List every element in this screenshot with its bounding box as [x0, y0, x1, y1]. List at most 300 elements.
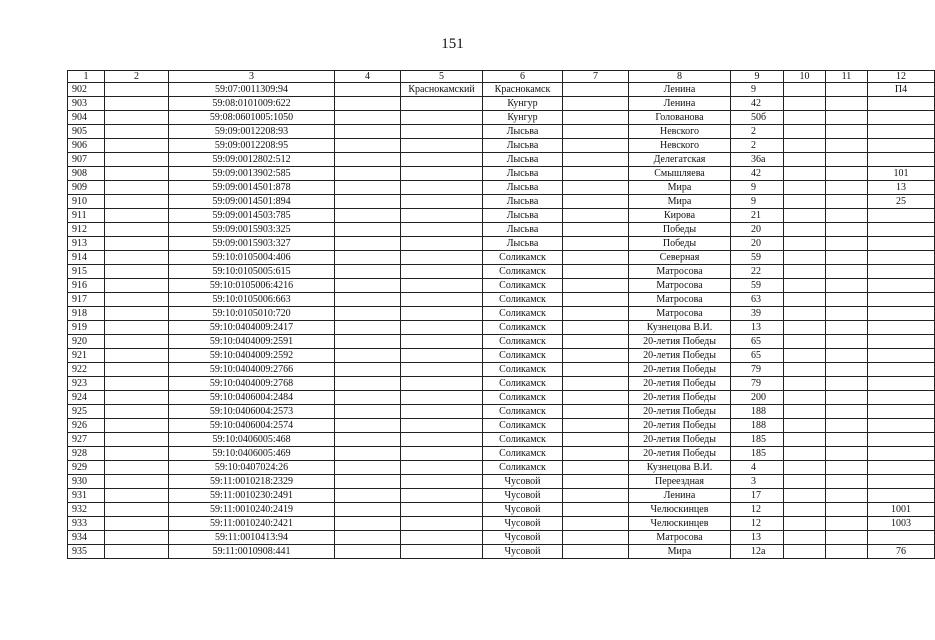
cadastral-number-cell: 59:10:0407024:26 — [169, 461, 335, 475]
row-number-cell: 917 — [68, 293, 105, 307]
col-11-cell — [826, 405, 868, 419]
apartment-cell: 1003 — [868, 517, 935, 531]
header-cell: 6 — [483, 71, 563, 83]
apartment-cell — [868, 251, 935, 265]
header-cell: 9 — [731, 71, 784, 83]
col-7-cell — [563, 139, 629, 153]
col-7-cell — [563, 209, 629, 223]
col-11-cell — [826, 111, 868, 125]
table-row — [68, 167, 935, 181]
col-7-cell — [563, 545, 629, 559]
district-cell — [401, 531, 483, 545]
house-cell: 12 — [731, 517, 784, 531]
col-11-cell — [826, 237, 868, 251]
col-4-cell — [335, 489, 401, 503]
col-10-cell — [784, 321, 826, 335]
col-2-cell — [105, 223, 169, 237]
col-7-cell — [563, 181, 629, 195]
col-10-cell — [784, 489, 826, 503]
col-2-cell — [105, 349, 169, 363]
street-cell: Кузнецова В.И. — [629, 461, 731, 475]
apartment-cell — [868, 377, 935, 391]
col-2-cell — [105, 251, 169, 265]
cadastral-number-cell: 59:10:0404009:2417 — [169, 321, 335, 335]
cadastral-number-cell: 59:08:0601005:1050 — [169, 111, 335, 125]
apartment-cell — [868, 335, 935, 349]
table-row — [68, 489, 935, 503]
city-cell: Лысьва — [483, 223, 563, 237]
col-4-cell — [335, 363, 401, 377]
table-row — [68, 153, 935, 167]
col-10-cell — [784, 377, 826, 391]
row-number-cell: 923 — [68, 377, 105, 391]
row-number-cell: 912 — [68, 223, 105, 237]
col-10-cell — [784, 517, 826, 531]
row-number-cell: 918 — [68, 307, 105, 321]
city-cell: Соликамск — [483, 405, 563, 419]
district-cell — [401, 461, 483, 475]
street-cell: Делегатская — [629, 153, 731, 167]
cadastral-number-cell: 59:11:0010908:441 — [169, 545, 335, 559]
col-2-cell — [105, 545, 169, 559]
col-4-cell — [335, 321, 401, 335]
col-11-cell — [826, 447, 868, 461]
house-cell: 200 — [731, 391, 784, 405]
row-number-cell: 921 — [68, 349, 105, 363]
city-cell: Краснокамск — [483, 83, 563, 97]
col-2-cell — [105, 209, 169, 223]
city-cell: Соликамск — [483, 307, 563, 321]
house-cell: 21 — [731, 209, 784, 223]
house-cell: 17 — [731, 489, 784, 503]
col-11-cell — [826, 321, 868, 335]
col-10-cell — [784, 195, 826, 209]
cadastral-number-cell: 59:10:0404009:2768 — [169, 377, 335, 391]
col-2-cell — [105, 181, 169, 195]
col-2-cell — [105, 531, 169, 545]
street-cell: 20-летия Победы — [629, 335, 731, 349]
row-number-cell: 931 — [68, 489, 105, 503]
col-11-cell — [826, 489, 868, 503]
col-7-cell — [563, 195, 629, 209]
house-cell: 39 — [731, 307, 784, 321]
house-cell: 9 — [731, 195, 784, 209]
district-cell — [401, 349, 483, 363]
row-number-cell: 920 — [68, 335, 105, 349]
row-number-cell: 919 — [68, 321, 105, 335]
row-number-cell: 911 — [68, 209, 105, 223]
apartment-cell — [868, 293, 935, 307]
apartment-cell — [868, 321, 935, 335]
col-2-cell — [105, 265, 169, 279]
row-number-cell: 913 — [68, 237, 105, 251]
col-11-cell — [826, 181, 868, 195]
house-cell: 185 — [731, 447, 784, 461]
city-cell: Соликамск — [483, 349, 563, 363]
col-7-cell — [563, 349, 629, 363]
header-cell: 4 — [335, 71, 401, 83]
street-cell: Смышляева — [629, 167, 731, 181]
col-7-cell — [563, 153, 629, 167]
col-2-cell — [105, 489, 169, 503]
col-2-cell — [105, 461, 169, 475]
city-cell: Лысьва — [483, 125, 563, 139]
col-4-cell — [335, 307, 401, 321]
table-row — [68, 475, 935, 489]
street-cell: 20-летия Победы — [629, 391, 731, 405]
col-10-cell — [784, 531, 826, 545]
col-4-cell — [335, 167, 401, 181]
col-7-cell — [563, 265, 629, 279]
col-7-cell — [563, 125, 629, 139]
table-row — [68, 223, 935, 237]
table-row — [68, 97, 935, 111]
street-cell: Матросова — [629, 279, 731, 293]
row-number-cell: 903 — [68, 97, 105, 111]
col-11-cell — [826, 195, 868, 209]
district-cell — [401, 125, 483, 139]
district-cell — [401, 139, 483, 153]
col-7-cell — [563, 461, 629, 475]
col-7-cell — [563, 475, 629, 489]
row-number-cell: 934 — [68, 531, 105, 545]
district-cell — [401, 181, 483, 195]
row-number-cell: 914 — [68, 251, 105, 265]
district-cell — [401, 195, 483, 209]
col-4-cell — [335, 349, 401, 363]
city-cell: Лысьва — [483, 195, 563, 209]
house-cell: 42 — [731, 167, 784, 181]
row-number-cell: 925 — [68, 405, 105, 419]
col-10-cell — [784, 461, 826, 475]
row-number-cell: 933 — [68, 517, 105, 531]
col-11-cell — [826, 433, 868, 447]
col-4-cell — [335, 251, 401, 265]
col-7-cell — [563, 237, 629, 251]
apartment-cell — [868, 111, 935, 125]
apartment-cell: 25 — [868, 195, 935, 209]
district-cell — [401, 475, 483, 489]
apartment-cell — [868, 391, 935, 405]
house-cell: 185 — [731, 433, 784, 447]
col-11-cell — [826, 391, 868, 405]
city-cell: Соликамск — [483, 461, 563, 475]
apartment-cell: 13 — [868, 181, 935, 195]
col-4-cell — [335, 503, 401, 517]
district-cell: Краснокамский — [401, 83, 483, 97]
col-4-cell — [335, 447, 401, 461]
col-4-cell — [335, 391, 401, 405]
row-number-cell: 927 — [68, 433, 105, 447]
col-7-cell — [563, 517, 629, 531]
city-cell: Кунгур — [483, 97, 563, 111]
city-cell: Соликамск — [483, 293, 563, 307]
street-cell: 20-летия Победы — [629, 349, 731, 363]
street-cell: 20-летия Победы — [629, 447, 731, 461]
district-cell — [401, 363, 483, 377]
house-cell: 2 — [731, 125, 784, 139]
col-7-cell — [563, 223, 629, 237]
street-cell: Невского — [629, 139, 731, 153]
house-cell: 65 — [731, 349, 784, 363]
city-cell: Лысьва — [483, 153, 563, 167]
cadastral-number-cell: 59:10:0105006:663 — [169, 293, 335, 307]
row-number-cell: 915 — [68, 265, 105, 279]
cadastral-number-cell: 59:10:0406004:2574 — [169, 419, 335, 433]
cadastral-number-cell: 59:09:0014501:894 — [169, 195, 335, 209]
apartment-cell — [868, 223, 935, 237]
col-2-cell — [105, 405, 169, 419]
apartment-cell — [868, 489, 935, 503]
col-10-cell — [784, 405, 826, 419]
table-row — [68, 391, 935, 405]
house-cell: 12а — [731, 545, 784, 559]
apartment-cell — [868, 237, 935, 251]
row-number-cell: 924 — [68, 391, 105, 405]
col-11-cell — [826, 125, 868, 139]
apartment-cell — [868, 125, 935, 139]
header-row — [68, 71, 935, 83]
table-row — [68, 251, 935, 265]
table-row — [68, 307, 935, 321]
col-2-cell — [105, 433, 169, 447]
city-cell: Соликамск — [483, 321, 563, 335]
col-7-cell — [563, 279, 629, 293]
col-4-cell — [335, 335, 401, 349]
col-2-cell — [105, 195, 169, 209]
street-cell: Ленина — [629, 83, 731, 97]
col-2-cell — [105, 377, 169, 391]
district-cell — [401, 447, 483, 461]
apartment-cell — [868, 265, 935, 279]
house-cell: 3 — [731, 475, 784, 489]
col-10-cell — [784, 97, 826, 111]
cadastral-number-cell: 59:09:0014503:785 — [169, 209, 335, 223]
house-cell: 4 — [731, 461, 784, 475]
street-cell: Матросова — [629, 307, 731, 321]
cadastral-number-cell: 59:09:0013902:585 — [169, 167, 335, 181]
row-number-cell: 904 — [68, 111, 105, 125]
col-10-cell — [784, 83, 826, 97]
col-11-cell — [826, 167, 868, 181]
col-7-cell — [563, 503, 629, 517]
cadastral-number-cell: 59:10:0105004:406 — [169, 251, 335, 265]
col-11-cell — [826, 461, 868, 475]
col-10-cell — [784, 433, 826, 447]
header-cell: 2 — [105, 71, 169, 83]
header-cell: 1 — [68, 71, 105, 83]
col-2-cell — [105, 153, 169, 167]
house-cell: 20 — [731, 223, 784, 237]
table-row — [68, 321, 935, 335]
col-11-cell — [826, 251, 868, 265]
col-4-cell — [335, 279, 401, 293]
city-cell: Соликамск — [483, 447, 563, 461]
street-cell: Победы — [629, 237, 731, 251]
house-cell: 59 — [731, 251, 784, 265]
col-2-cell — [105, 111, 169, 125]
col-4-cell — [335, 405, 401, 419]
city-cell: Соликамск — [483, 335, 563, 349]
house-cell: 188 — [731, 419, 784, 433]
row-number-cell: 910 — [68, 195, 105, 209]
cadastral-number-cell: 59:10:0404009:2591 — [169, 335, 335, 349]
col-7-cell — [563, 433, 629, 447]
house-cell: 13 — [731, 321, 784, 335]
street-cell: Переездная — [629, 475, 731, 489]
row-number-cell: 928 — [68, 447, 105, 461]
table-row — [68, 335, 935, 349]
col-7-cell — [563, 405, 629, 419]
house-cell: 79 — [731, 363, 784, 377]
district-cell — [401, 237, 483, 251]
table-row — [68, 181, 935, 195]
col-4-cell — [335, 377, 401, 391]
cadastral-number-cell: 59:11:0010230:2491 — [169, 489, 335, 503]
col-2-cell — [105, 167, 169, 181]
col-11-cell — [826, 363, 868, 377]
col-7-cell — [563, 321, 629, 335]
row-number-cell: 909 — [68, 181, 105, 195]
apartment-cell — [868, 139, 935, 153]
table-row — [68, 139, 935, 153]
cadastral-number-cell: 59:10:0404009:2592 — [169, 349, 335, 363]
row-number-cell: 935 — [68, 545, 105, 559]
col-2-cell — [105, 307, 169, 321]
col-11-cell — [826, 139, 868, 153]
col-10-cell — [784, 447, 826, 461]
col-10-cell — [784, 335, 826, 349]
col-10-cell — [784, 265, 826, 279]
col-11-cell — [826, 503, 868, 517]
col-11-cell — [826, 153, 868, 167]
col-2-cell — [105, 237, 169, 251]
district-cell — [401, 167, 483, 181]
col-11-cell — [826, 335, 868, 349]
col-10-cell — [784, 139, 826, 153]
col-2-cell — [105, 321, 169, 335]
row-number-cell: 916 — [68, 279, 105, 293]
apartment-cell — [868, 279, 935, 293]
district-cell — [401, 223, 483, 237]
street-cell: Кузнецова В.И. — [629, 321, 731, 335]
col-2-cell — [105, 391, 169, 405]
street-cell: Северная — [629, 251, 731, 265]
col-7-cell — [563, 97, 629, 111]
apartment-cell — [868, 531, 935, 545]
col-10-cell — [784, 125, 826, 139]
col-4-cell — [335, 265, 401, 279]
col-11-cell — [826, 265, 868, 279]
col-7-cell — [563, 111, 629, 125]
col-7-cell — [563, 307, 629, 321]
city-cell: Соликамск — [483, 251, 563, 265]
col-11-cell — [826, 419, 868, 433]
header-cell: 11 — [826, 71, 868, 83]
district-cell — [401, 377, 483, 391]
col-10-cell — [784, 503, 826, 517]
col-2-cell — [105, 475, 169, 489]
apartment-cell — [868, 97, 935, 111]
apartment-cell — [868, 209, 935, 223]
table-row — [68, 433, 935, 447]
col-7-cell — [563, 377, 629, 391]
street-cell: Мира — [629, 195, 731, 209]
col-11-cell — [826, 279, 868, 293]
header-cell: 12 — [868, 71, 935, 83]
apartment-cell — [868, 405, 935, 419]
cadastral-number-cell: 59:09:0015903:327 — [169, 237, 335, 251]
col-10-cell — [784, 237, 826, 251]
row-number-cell: 902 — [68, 83, 105, 97]
col-10-cell — [784, 293, 826, 307]
city-cell: Соликамск — [483, 391, 563, 405]
street-cell: Челюскинцев — [629, 503, 731, 517]
table-row — [68, 461, 935, 475]
header-cell: 5 — [401, 71, 483, 83]
city-cell: Чусовой — [483, 475, 563, 489]
header-cell: 7 — [563, 71, 629, 83]
row-number-cell: 932 — [68, 503, 105, 517]
registry-table — [67, 70, 935, 559]
col-2-cell — [105, 363, 169, 377]
district-cell — [401, 517, 483, 531]
col-11-cell — [826, 209, 868, 223]
house-cell: 50б — [731, 111, 784, 125]
house-cell: 9 — [731, 83, 784, 97]
col-11-cell — [826, 531, 868, 545]
district-cell — [401, 391, 483, 405]
col-11-cell — [826, 83, 868, 97]
row-number-cell: 908 — [68, 167, 105, 181]
col-10-cell — [784, 181, 826, 195]
col-2-cell — [105, 335, 169, 349]
house-cell: 188 — [731, 405, 784, 419]
row-number-cell: 926 — [68, 419, 105, 433]
apartment-cell — [868, 475, 935, 489]
col-4-cell — [335, 419, 401, 433]
apartment-cell: 76 — [868, 545, 935, 559]
row-number-cell: 906 — [68, 139, 105, 153]
col-7-cell — [563, 335, 629, 349]
district-cell — [401, 503, 483, 517]
col-10-cell — [784, 349, 826, 363]
col-7-cell — [563, 419, 629, 433]
col-7-cell — [563, 447, 629, 461]
street-cell: Матросова — [629, 293, 731, 307]
col-11-cell — [826, 517, 868, 531]
row-number-cell: 922 — [68, 363, 105, 377]
col-10-cell — [784, 167, 826, 181]
house-cell: 22 — [731, 265, 784, 279]
col-7-cell — [563, 489, 629, 503]
col-4-cell — [335, 139, 401, 153]
col-10-cell — [784, 111, 826, 125]
row-number-cell: 907 — [68, 153, 105, 167]
street-cell: Матросова — [629, 531, 731, 545]
apartment-cell: П4 — [868, 83, 935, 97]
district-cell — [401, 307, 483, 321]
cadastral-number-cell: 59:10:0406005:468 — [169, 433, 335, 447]
table-row — [68, 125, 935, 139]
apartment-cell — [868, 153, 935, 167]
city-cell: Соликамск — [483, 279, 563, 293]
house-cell: 42 — [731, 97, 784, 111]
street-cell: 20-летия Победы — [629, 433, 731, 447]
col-10-cell — [784, 279, 826, 293]
city-cell: Лысьва — [483, 209, 563, 223]
col-7-cell — [563, 83, 629, 97]
